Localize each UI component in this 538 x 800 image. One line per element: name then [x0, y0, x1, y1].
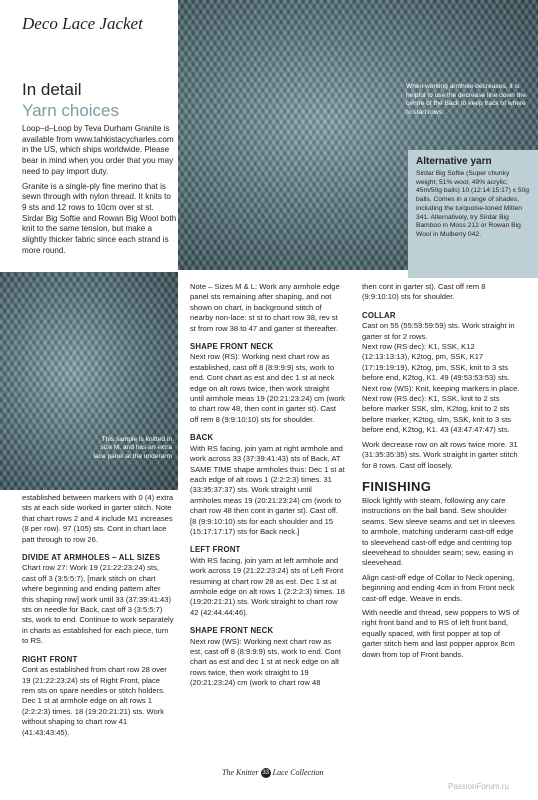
alternative-yarn-text: Sirdar Big Softie (Super chunky weight; 51% wool, 49% acrylic; 45m/50g balls) 10 (12:14:15:17) x 50g balls. Comes in a range of shades, including the turquoise-toned Mitten 341. Alternatively, try Sirdar Big Bamboo in Moss 212 or Rowan Big Wool in Mulberry 042.	[416, 170, 530, 238]
divide-armholes-heading: DIVIDE AT ARMHOLES – ALL SIZES	[22, 553, 161, 563]
collar-end-text: Work decrease row on alt rows twice more. 31 (31:35:35:35) sts. Work straight in garter stitch for 8 rows. Cast off loosely.	[362, 439, 518, 470]
finishing-heading: FINISHING	[362, 478, 432, 494]
collar-heading: COLLAR	[362, 310, 396, 320]
in-detail-section	[22, 80, 177, 256]
page-footer	[222, 768, 324, 778]
photo-top-caption: When working armhole decreases, it is helpful to use the decrease line down the centre of the Back to keep track of where to start rows.	[406, 83, 526, 117]
collar-row-1: Next row (RS dec): K1, SSK, K12 (12:13:13:13), K2tog, pm, SSK, K17 (17:19:19:19), K2tog, pm, SSK, knit to 3 sts before end, K2tog, K1. 49 (49:53:53:53) sts.	[362, 342, 510, 383]
collar-row-3: Next row (RS dec): K1, SSK, knit to 2 sts before marker SSK, slm, K2tog, knit to 2 sts before marker, K2tog, slm, SSK, knit to 3 sts before end, K2tog, K1. 43 (43:47:47:47) sts.	[362, 394, 511, 435]
shape-front-neck-heading: SHAPE FRONT NECK	[190, 342, 274, 352]
shape-front-neck-2-text: Next row (WS): Working next chart row as est, cast off 8 (8:9:9:9) sts, work to end. Cont chart as est and dec 1 st at neck edge on alt rows twice, then work straight to 19 (20:21:23:24) cm (work to chart row 48	[190, 636, 341, 688]
in-detail-heading: In detail	[22, 80, 82, 99]
left-front-heading: LEFT FRONT	[190, 545, 241, 555]
column-3	[362, 282, 520, 660]
back-heading: BACK	[190, 433, 214, 443]
back-text: With RS facing, join yarn at right armhole and work across 33 (37:39:41:43) sts of Back, AT SAME TIME shape armholes thus: Dec 1 st at each edge of alt rows 1 (2:2:2:3) times. 31 (33:35:37:37) sts. Work straight until armholes meas 19 (20:21:23:24) cm (work to chart row 48 then cont in garter st). Cast off. [8 (9:9:10:10) sts for each shoulder and 15 (15:17:17:17) sts for Back neck.]	[190, 443, 345, 536]
footer-page-number: 33	[262, 770, 270, 777]
yarn-choices-heading: Yarn choices	[22, 101, 120, 120]
col1-continued-text: established between markers with 0 (4) extra sts at each side worked in garter stitch. Note that chart rows 2 and 4 include M1 increases (8 per row). 97 (105) sts. Cont in chart lace patt through to row 26.	[22, 493, 174, 544]
divide-armholes-text: Chart row 27: Work 19 (21:22:23:24) sts, cast off 3 (3:5:5:7), [mark stitch on chart where beginning and ending pattern after this shaping row] work until 33 (37:39:41:43) sts on needle for Back, cast off 3 (3:5:5:7) sts, work to end. Continue to work separately in charts as established for each piece, turn to RS.	[22, 563, 174, 646]
page-header-title: Deco Lace Jacket	[22, 14, 143, 33]
right-front-heading: RIGHT FRONT	[22, 654, 78, 664]
alternative-yarn-box	[408, 150, 538, 278]
col3-continued-text: then cont in garter st). Cast off rem 8 (9:9:10:10) sts for shoulder.	[362, 282, 486, 302]
right-front-text: Cont as established from chart row 28 over 19 (21:22:23:24) sts of Right Front, place rem sts on spare needles or stitch holders. Dec 1 st at armhole edge on alt rows 1 (2:2:2:3) times. 18 (19:20:21:21) sts. Work without shaping to chart row 41 (41:43:43:45).	[22, 665, 167, 737]
collar-text: Cast on 55 (55:59:59:59) sts. Work straight in garter st for 2 rows.	[362, 321, 515, 341]
column-2	[190, 282, 345, 689]
left-front-text: With RS facing, join yarn at left armhole and work across 19 (21:22:23:24) sts of Left Front resuming at chart row 28 as est. Dec 1 st at armhole edge on alt rows 1 (2:2:2:3) times. 18 (19:20:21:21) sts. Work straight to chart row 42 (42:44:44:46).	[190, 555, 345, 617]
sizes-note-text: Note – Sizes M & L: Work any armhole edge panel sts remaining after shaping, and not shown on chart, in background stitch of nearby non-lace: st st to chart row 38, rev st st from row 38 to 47 and garter st thereafter.	[190, 282, 340, 333]
yarn-paragraph-1: Loop–d–Loop by Teva Durham Granite is available from www.tahkistacycharles.com in the US, which ships worldwide. Please bear in mind when you order that you may need to pay import duty.	[22, 124, 174, 176]
shape-front-neck-text: Next row (RS): Working next chart row as established, cast off 8 (8:9:9:9) sts, work to end. Cont chart as est and dec 1 st at neck edge on alt rows twice, then work straight until armhole meas 19 (20:21:23:24) cm (work to chart row 48, then cont in garter st). Cast off rem 8 (9:9:10:10) sts for shoulder.	[190, 352, 345, 424]
shape-front-neck-2-heading: SHAPE FRONT NECK	[190, 626, 274, 636]
footer-magazine-name: The Knitter	[222, 768, 259, 777]
column-1	[22, 493, 174, 738]
alternative-yarn-title: Alternative yarn	[416, 156, 492, 167]
yarn-paragraph-2: Granite is a single-ply fine merino that is sewn through with nylon thread. It knits to 9 sts and 12 rows to 10cm over st st. Sirdar Big Softie and Rowan Big Wool both knit to the same tension, but make a slightly thicker fabric since each strand is more round.	[22, 181, 177, 255]
finishing-paragraph-1: Block lightly with steam, following any care instructions on the ball band. Sew shoulder seams. Sew sleeve seams and set in sleeves to armhole, matching underarm cast-off edge to sleevehead cast-off edge and centring top sleevehead to shoulder seam; sew, easing in sleevehead.	[362, 495, 515, 568]
finishing-paragraph-2: Align cast-off edge of Collar to Neck opening, beginning and ending 4cm in from Front neck cast-off edge. Weave in ends.	[362, 572, 515, 603]
sample-photo-caption: This sample is knitted in size M, and has an extra lace panel at the underarm	[93, 436, 172, 460]
watermark: PassionForum.ru	[448, 782, 509, 791]
collar-row-2: Next row (WS): Knit, keeping markers in place.	[362, 383, 520, 393]
footer-collection-name: Lace Collection	[272, 768, 324, 777]
finishing-paragraph-3: With needle and thread, sew poppers to WS of right front band and to RS of left front band, equally spaced, with first popper at top of garter stitch hem and last popper approx 8cm down from top of Front bands.	[362, 607, 520, 659]
